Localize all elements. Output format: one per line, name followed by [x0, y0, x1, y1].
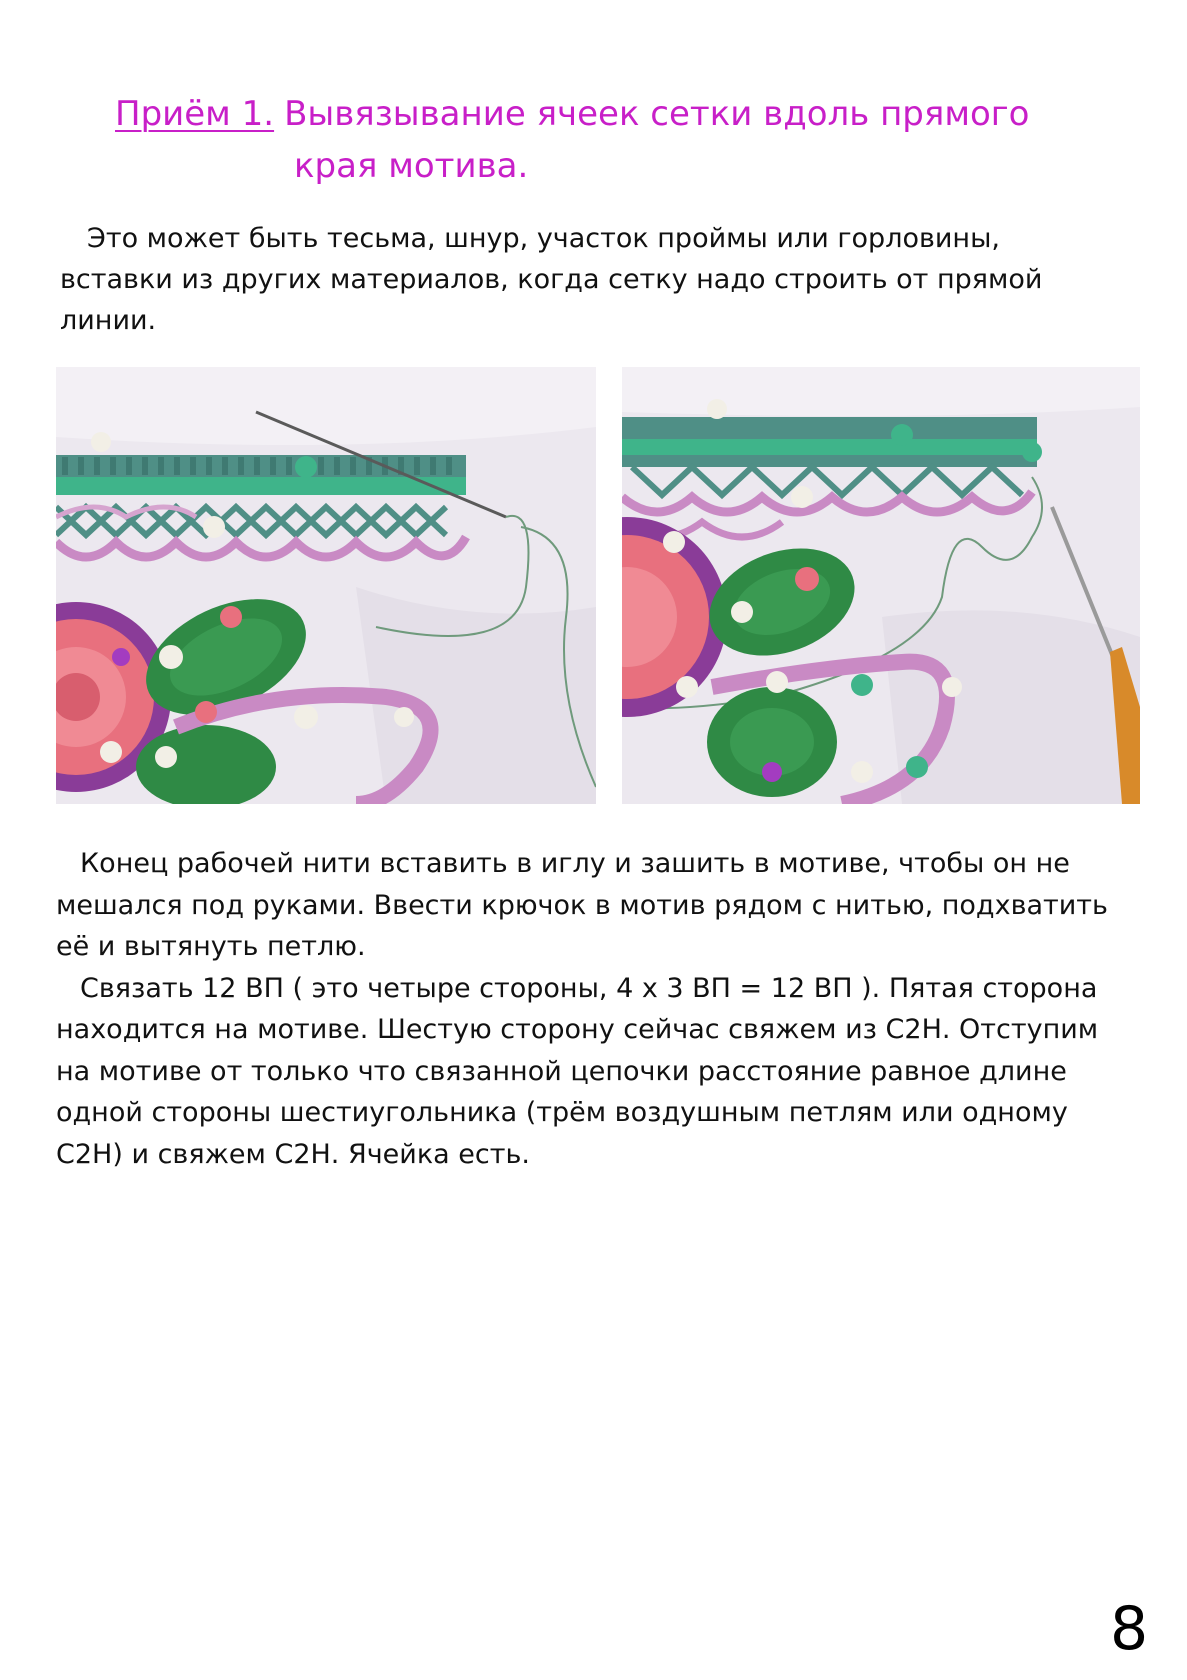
intro-paragraph: Это может быть тесьма, шнур, участок проймы или горловины, вставки из других материалов, когда сетку надо строить от прямой линии.: [60, 223, 1043, 336]
instruction-paragraph-2: Связать 12 ВП ( это четыре стороны, 4 х 3 ВП = 12 ВП ). Пятая сторона находится на мотиве. Шестую сторону сейчас свяжем из С2Н. Отступим на мотиве от только что связанной цепочки расстояние равное длине одной стороны шестиугольника (трём воздушным петлям или одному С2Н) и свяжем С2Н. Ячейка есть.: [56, 972, 1099, 1170]
heading-title-line2: края мотива.: [294, 146, 529, 186]
photo-hook-loop: [622, 367, 1140, 804]
instructions-text: [56, 843, 1136, 1175]
crochet-photo-right-illustration: [622, 367, 1140, 804]
heading-title-line1: Вывязывание ячеек сетки вдоль прямого: [284, 94, 1030, 134]
crochet-photo-left-illustration: [56, 367, 596, 804]
technique-label: Приём 1.: [115, 94, 275, 134]
photo-needle-sewing: [56, 367, 596, 804]
page-number: 8: [1110, 1594, 1149, 1664]
section-heading: [115, 88, 1115, 192]
instruction-paragraph-1: Конец рабочей нити вставить в иглу и зашить в мотиве, чтобы он не мешался под руками. Ввести крючок в мотив рядом с нитью, подхватить её и вытянуть петлю.: [56, 848, 1108, 962]
